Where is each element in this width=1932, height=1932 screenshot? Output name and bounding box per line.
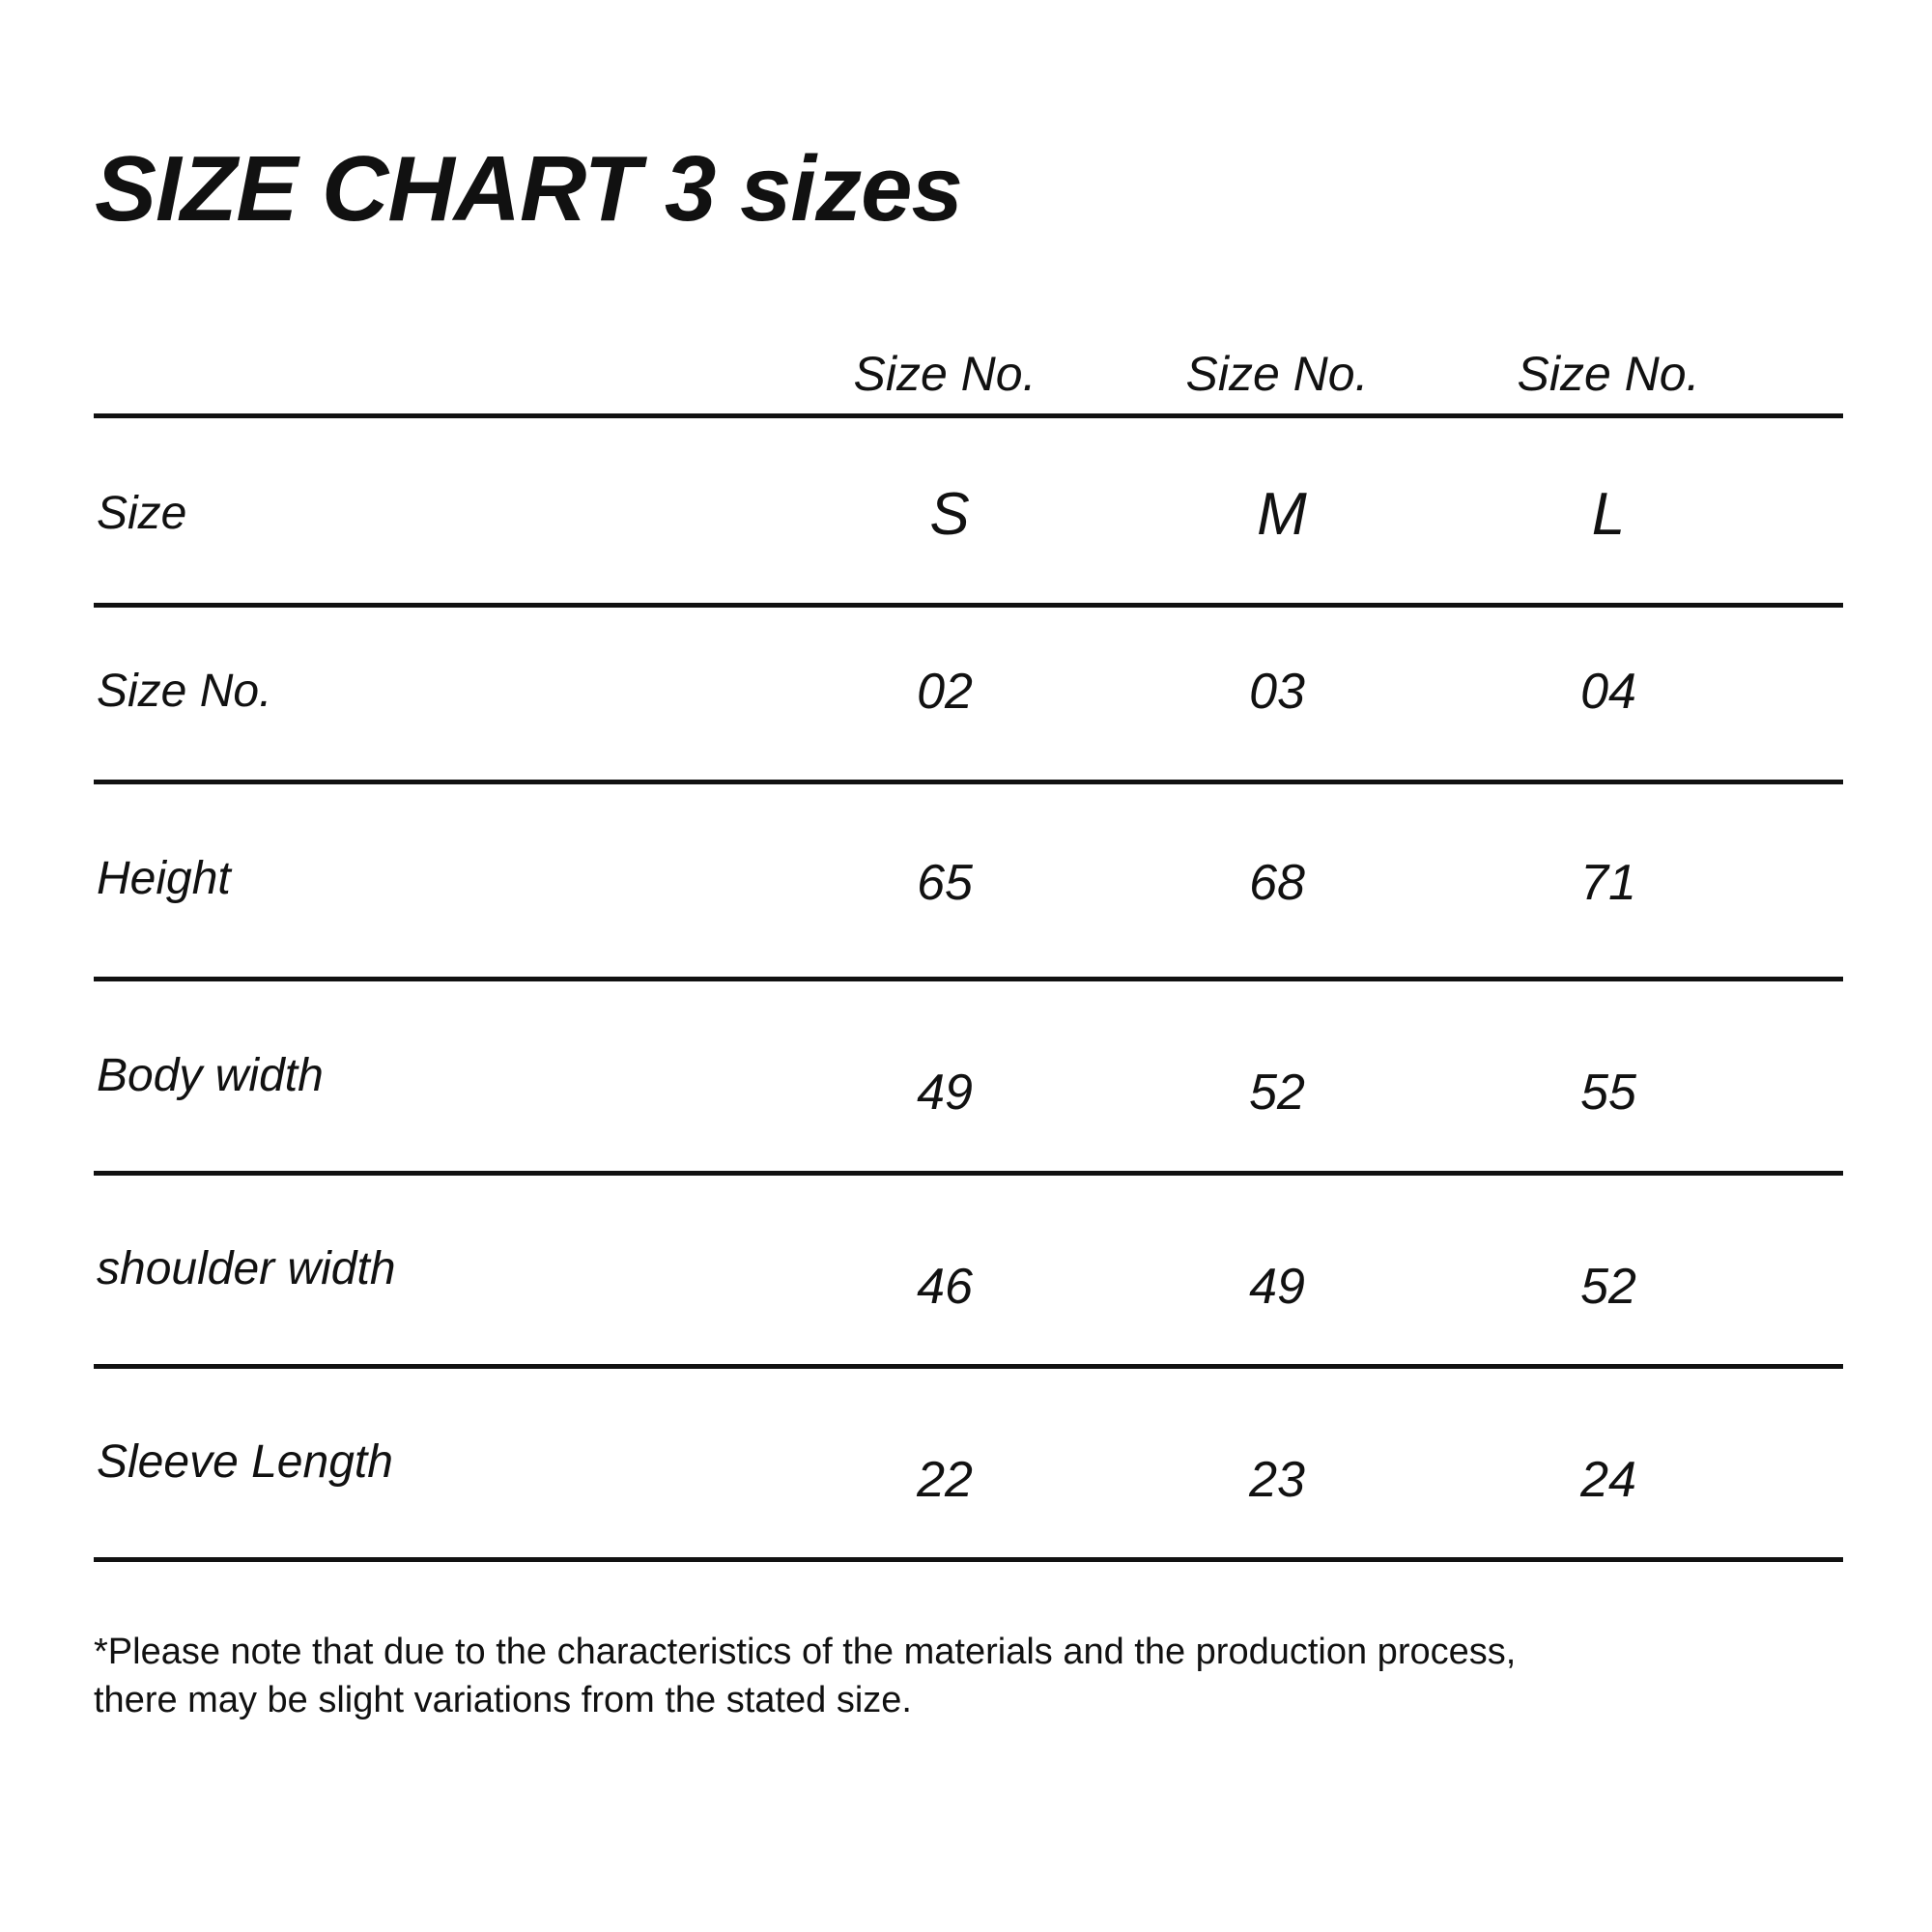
table-cell: 65 (917, 855, 973, 911)
table-divider (94, 413, 1843, 418)
table-cell: 04 (1580, 664, 1636, 720)
table-cell: 52 (1580, 1259, 1636, 1315)
row-label-size: Size (97, 488, 187, 539)
table-cell: 71 (1580, 855, 1636, 911)
table-cell: 49 (1249, 1259, 1305, 1315)
row-label: shoulder width (97, 1243, 396, 1294)
table-divider (94, 1557, 1843, 1562)
column-header-s: Size No. (853, 347, 1037, 401)
row-label: Body width (97, 1050, 324, 1101)
row-label: Height (97, 853, 231, 904)
size-letter-l: L (1591, 481, 1626, 548)
table-cell: 46 (917, 1259, 973, 1315)
table-divider (94, 1364, 1843, 1369)
table-cell: 24 (1580, 1452, 1636, 1508)
table-divider (94, 603, 1843, 608)
column-header-l: Size No. (1517, 347, 1700, 401)
table-cell: 55 (1580, 1065, 1636, 1121)
row-label: Size No. (97, 666, 272, 717)
column-header-m: Size No. (1185, 347, 1369, 401)
table-cell: 23 (1249, 1452, 1305, 1508)
table-divider (94, 1171, 1843, 1176)
table-divider (94, 780, 1843, 784)
footnote-line-1: *Please note that due to the characteristics of the materials and the production process, (94, 1632, 1517, 1672)
footnote-line-2: there may be slight variations from the stated size. (94, 1680, 912, 1720)
table-cell: 49 (917, 1065, 973, 1121)
table-cell: 02 (917, 664, 973, 720)
size-letter-s: S (929, 481, 970, 548)
footnote (94, 1628, 1852, 1724)
table-divider (94, 977, 1843, 981)
size-letter-m: M (1257, 481, 1307, 548)
table-cell: 68 (1249, 855, 1305, 911)
row-label: Sleeve Length (97, 1436, 393, 1488)
table-cell: 22 (917, 1452, 973, 1508)
table-cell: 52 (1249, 1065, 1305, 1121)
table-cell: 03 (1249, 664, 1305, 720)
page-title: SIZE CHART 3 sizes (95, 137, 962, 241)
